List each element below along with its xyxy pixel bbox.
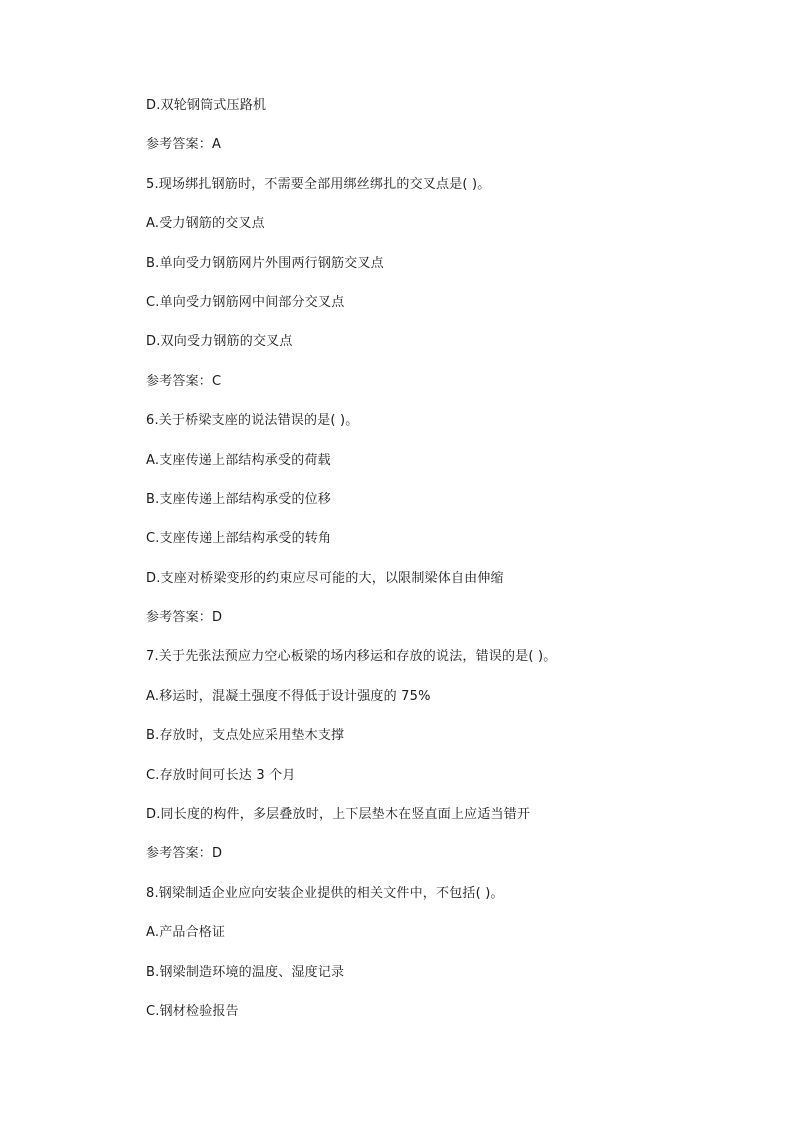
option-c-q6: C.支座传递上部结构承受的转角 <box>146 531 332 547</box>
option-c-q7: C.存放时间可长达 3 个月 <box>146 767 296 783</box>
option-a-q8: A.产品合格证 <box>146 925 226 941</box>
option-b-q5: B.单向受力钢筋网片外围两行钢筋交叉点 <box>146 255 384 271</box>
option-d-q6: D.支座对桥梁变形的约束应尽可能的大，以限制梁体自由伸缩 <box>146 570 504 586</box>
question-5: 5.现场绑扎钢筋时，不需要全部用绑丝绑扎的交叉点是( )。 <box>146 176 491 192</box>
option-d-q7: D.同长度的构件，多层叠放时，上下层垫木在竖直面上应适当错开 <box>146 807 531 823</box>
question-6: 6.关于桥梁支座的说法错误的是( )。 <box>146 413 359 429</box>
option-a-q6: A.支座传递上部结构承受的荷载 <box>146 452 331 468</box>
question-7: 7.关于先张法预应力空心板梁的场内移运和存放的说法，错误的是( )。 <box>146 649 557 665</box>
option-c-q8: C.钢材检验报告 <box>146 1003 239 1019</box>
option-a-q5: A.受力钢筋的交叉点 <box>146 216 265 232</box>
option-b-q6: B.支座传递上部结构承受的位移 <box>146 491 332 507</box>
option-b-q7: B.存放时，支点处应采用垫木支撑 <box>146 728 345 744</box>
answer-q7: 参考答案：D <box>146 846 223 862</box>
document-body <box>146 96 746 1041</box>
option-b-q8: B.钢梁制造环境的温度、湿度记录 <box>146 964 345 980</box>
option-c-q5: C.单向受力钢筋网中间部分交叉点 <box>146 294 345 310</box>
option-d-q4: D.双轮钢筒式压路机 <box>146 98 267 113</box>
option-a-q7: A.移运时，混凝土强度不得低于设计强度的 75% <box>146 688 431 704</box>
option-d-q5: D.双向受力钢筋的交叉点 <box>146 334 293 350</box>
answer-q4: 参考答案：A <box>146 137 222 153</box>
question-8: 8.钢梁制适企业应向安装企业提供的相关文件中，不包括( )。 <box>146 885 504 901</box>
answer-q5: 参考答案：C <box>146 373 222 389</box>
answer-q6: 参考答案：D <box>146 610 223 626</box>
